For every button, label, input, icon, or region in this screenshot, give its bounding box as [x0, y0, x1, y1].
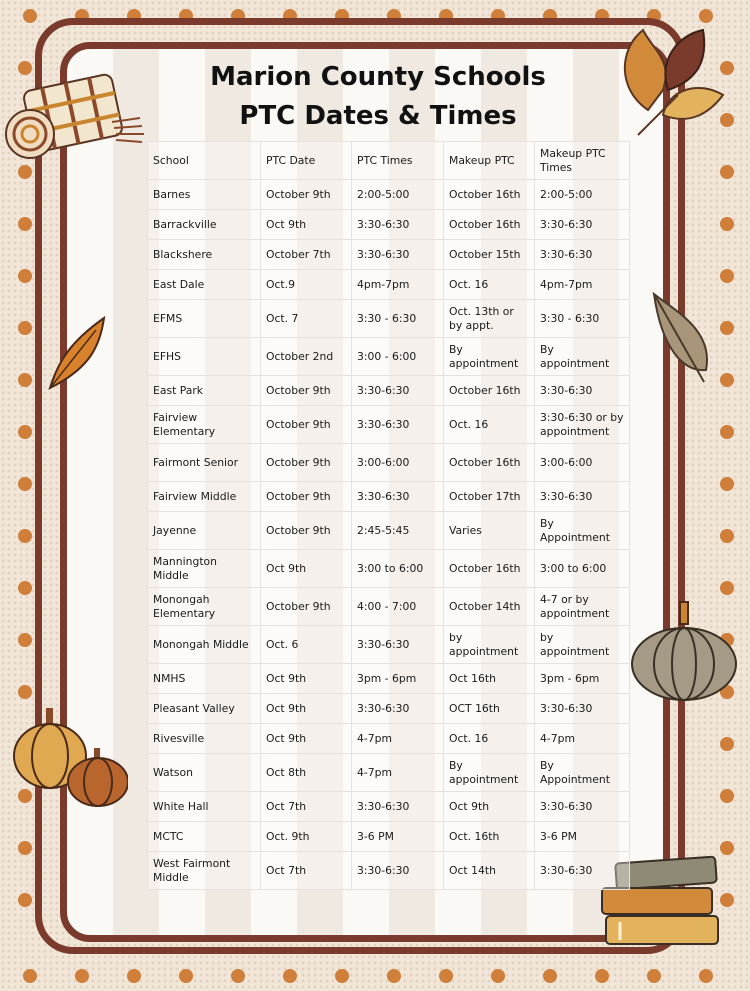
edge-dot [18, 529, 32, 543]
header-ptc-times: PTC Times [352, 142, 444, 180]
cell-makeup-ptc: October 17th [444, 482, 535, 512]
table-row [148, 180, 630, 210]
edge-dot [720, 737, 734, 751]
edge-dot [179, 969, 193, 983]
cell-makeup-ptc-times: 3:30-6:30 [535, 210, 630, 240]
cell-school: Monongah Middle [148, 626, 261, 664]
cell-school: MCTC [148, 822, 261, 852]
cell-ptc-date: October 9th [261, 180, 352, 210]
edge-dot [18, 269, 32, 283]
table-header-row [148, 142, 630, 180]
cell-makeup-ptc: October 16th [444, 210, 535, 240]
edge-dot [18, 477, 32, 491]
cell-makeup-ptc: OCT 16th [444, 694, 535, 724]
cell-ptc-times: 4-7pm [352, 754, 444, 792]
cell-ptc-date: October 9th [261, 588, 352, 626]
table-row [148, 376, 630, 406]
cell-ptc-date: Oct. 6 [261, 626, 352, 664]
cell-makeup-ptc: Oct. 16 [444, 270, 535, 300]
header-makeup-ptc: Makeup PTC [444, 142, 535, 180]
cell-makeup-ptc: October 16th [444, 444, 535, 482]
cell-school: Fairmont Senior [148, 444, 261, 482]
cell-ptc-date: Oct 7th [261, 792, 352, 822]
edge-dot [720, 373, 734, 387]
pumpkins-icon [8, 704, 128, 808]
cell-ptc-times: 3:30-6:30 [352, 852, 444, 890]
table-row [148, 338, 630, 376]
edge-dot [23, 969, 37, 983]
cell-ptc-date: Oct. 9th [261, 822, 352, 852]
title-line-1: Marion County Schools [210, 62, 546, 92]
cell-ptc-times: 3:30-6:30 [352, 694, 444, 724]
title-line-2: PTC Dates & Times [239, 101, 517, 131]
cell-makeup-ptc-times: By appointment [535, 338, 630, 376]
edge-dot [18, 425, 32, 439]
cell-school: West Fairmont Middle [148, 852, 261, 890]
edge-dot [543, 969, 557, 983]
edge-dot [720, 425, 734, 439]
cell-school: Monongah Elementary [148, 588, 261, 626]
cell-makeup-ptc-times: 4-7 or by appointment [535, 588, 630, 626]
edge-dot [283, 969, 297, 983]
cell-makeup-ptc: October 14th [444, 588, 535, 626]
edge-dot [231, 969, 245, 983]
table-row [148, 406, 630, 444]
cell-makeup-ptc-times: By Appointment [535, 754, 630, 792]
table-row [148, 852, 630, 890]
edge-dot [23, 9, 37, 23]
page-title [60, 58, 696, 136]
oak-leaf-icon [40, 312, 112, 396]
cell-makeup-ptc-times: 3:30 - 6:30 [535, 300, 630, 338]
cell-ptc-times: 3:30 - 6:30 [352, 300, 444, 338]
cell-ptc-date: Oct 9th [261, 664, 352, 694]
table-row [148, 300, 630, 338]
cell-school: White Hall [148, 792, 261, 822]
edge-dot [18, 685, 32, 699]
cell-makeup-ptc-times: 3:30-6:30 [535, 694, 630, 724]
cell-makeup-ptc: By appointment [444, 754, 535, 792]
table-row [148, 724, 630, 754]
header-ptc-date: PTC Date [261, 142, 352, 180]
edge-dot [18, 581, 32, 595]
cell-school: Watson [148, 754, 261, 792]
cell-makeup-ptc: October 16th [444, 180, 535, 210]
edge-dot [18, 893, 32, 907]
cell-school: Pleasant Valley [148, 694, 261, 724]
cell-makeup-ptc: October 15th [444, 240, 535, 270]
edge-dot [491, 969, 505, 983]
cell-ptc-date: October 9th [261, 512, 352, 550]
cell-makeup-ptc: Oct 16th [444, 664, 535, 694]
edge-dot [720, 269, 734, 283]
table-row [148, 444, 630, 482]
edge-dot [699, 969, 713, 983]
table-row [148, 754, 630, 792]
cell-ptc-times: 4pm-7pm [352, 270, 444, 300]
cell-makeup-ptc: Oct. 16th [444, 822, 535, 852]
cell-makeup-ptc-times: 2:00-5:00 [535, 180, 630, 210]
edge-dot [18, 373, 32, 387]
cell-makeup-ptc: Oct 9th [444, 792, 535, 822]
cell-ptc-times: 3:30-6:30 [352, 792, 444, 822]
cell-ptc-date: October 9th [261, 482, 352, 512]
cell-school: Fairview Middle [148, 482, 261, 512]
edge-dot [75, 969, 89, 983]
cell-ptc-times: 3:30-6:30 [352, 376, 444, 406]
cell-school: EFMS [148, 300, 261, 338]
edge-dot [720, 529, 734, 543]
cell-ptc-times: 4-7pm [352, 724, 444, 754]
edge-dot [127, 969, 141, 983]
header-makeup-ptc-times: Makeup PTC Times [535, 142, 630, 180]
cell-school: Blackshere [148, 240, 261, 270]
cell-makeup-ptc-times: 3:30-6:30 [535, 852, 630, 890]
cell-school: Barnes [148, 180, 261, 210]
edge-dot [335, 969, 349, 983]
cell-school: Fairview Elementary [148, 406, 261, 444]
cell-makeup-ptc-times: By Appointment [535, 512, 630, 550]
cell-school: Rivesville [148, 724, 261, 754]
cell-makeup-ptc: Oct 14th [444, 852, 535, 890]
table-row [148, 512, 630, 550]
cell-makeup-ptc: Oct. 16 [444, 406, 535, 444]
cell-school: EFHS [148, 338, 261, 376]
cell-makeup-ptc-times: 3:30-6:30 [535, 240, 630, 270]
cell-makeup-ptc-times: 3:30-6:30 [535, 482, 630, 512]
cell-makeup-ptc: October 16th [444, 376, 535, 406]
cell-ptc-times: 3:30-6:30 [352, 240, 444, 270]
cell-makeup-ptc: by appointment [444, 626, 535, 664]
cell-makeup-ptc-times: 4-7pm [535, 724, 630, 754]
cell-ptc-date: Oct 7th [261, 852, 352, 890]
cell-ptc-date: Oct 8th [261, 754, 352, 792]
table-row [148, 588, 630, 626]
cell-ptc-date: October 2nd [261, 338, 352, 376]
edge-dot [18, 217, 32, 231]
cell-ptc-times: 3:30-6:30 [352, 626, 444, 664]
edge-dot [439, 969, 453, 983]
cell-ptc-date: October 7th [261, 240, 352, 270]
edge-dot [595, 969, 609, 983]
cell-ptc-date: October 9th [261, 376, 352, 406]
table-row [148, 210, 630, 240]
cell-makeup-ptc-times: 3:00 to 6:00 [535, 550, 630, 588]
cell-ptc-times: 3:30-6:30 [352, 482, 444, 512]
edge-dot [720, 789, 734, 803]
cell-ptc-date: Oct. 7 [261, 300, 352, 338]
cell-makeup-ptc-times: 3-6 PM [535, 822, 630, 852]
edge-dot [18, 841, 32, 855]
edge-dot [18, 321, 32, 335]
cell-makeup-ptc: Oct. 16 [444, 724, 535, 754]
cell-ptc-date: Oct 9th [261, 724, 352, 754]
edge-dot [720, 217, 734, 231]
cell-school: Mannington Middle [148, 550, 261, 588]
cell-ptc-times: 3:30-6:30 [352, 210, 444, 240]
edge-dot [720, 165, 734, 179]
edge-dot [647, 969, 661, 983]
cell-makeup-ptc-times: by appointment [535, 626, 630, 664]
cell-ptc-times: 3-6 PM [352, 822, 444, 852]
cell-ptc-date: Oct 9th [261, 694, 352, 724]
cell-school: NMHS [148, 664, 261, 694]
pumpkin-icon [628, 598, 744, 704]
cell-ptc-date: October 9th [261, 444, 352, 482]
cell-ptc-times: 3:00 - 6:00 [352, 338, 444, 376]
table-row [148, 550, 630, 588]
cell-ptc-times: 2:45-5:45 [352, 512, 444, 550]
cell-school: East Dale [148, 270, 261, 300]
cell-school: Jayenne [148, 512, 261, 550]
table-row [148, 270, 630, 300]
cell-ptc-date: Oct.9 [261, 270, 352, 300]
cell-ptc-times: 3:00-6:00 [352, 444, 444, 482]
edge-dot [387, 969, 401, 983]
cell-ptc-times: 4:00 - 7:00 [352, 588, 444, 626]
cell-school: East Park [148, 376, 261, 406]
cell-ptc-times: 3:00 to 6:00 [352, 550, 444, 588]
cell-makeup-ptc: By appointment [444, 338, 535, 376]
cell-ptc-times: 3pm - 6pm [352, 664, 444, 694]
table-row [148, 626, 630, 664]
ptc-schedule-table [147, 141, 630, 890]
edge-dot [720, 841, 734, 855]
cell-makeup-ptc-times: 3:00-6:00 [535, 444, 630, 482]
table-row [148, 792, 630, 822]
cell-makeup-ptc: Varies [444, 512, 535, 550]
edge-dot [720, 477, 734, 491]
cell-makeup-ptc-times: 3:30-6:30 [535, 792, 630, 822]
table-row [148, 822, 630, 852]
cell-ptc-date: October 9th [261, 406, 352, 444]
edge-dot [18, 633, 32, 647]
cell-makeup-ptc-times: 3pm - 6pm [535, 664, 630, 694]
table-row [148, 664, 630, 694]
cell-ptc-date: Oct 9th [261, 550, 352, 588]
table-row [148, 694, 630, 724]
cell-makeup-ptc: October 16th [444, 550, 535, 588]
header-school: School [148, 142, 261, 180]
cell-makeup-ptc-times: 3:30-6:30 or by appointment [535, 406, 630, 444]
table-row [148, 482, 630, 512]
dried-leaf-icon [644, 290, 716, 386]
cell-makeup-ptc-times: 3:30-6:30 [535, 376, 630, 406]
cell-ptc-date: Oct 9th [261, 210, 352, 240]
cell-school: Barrackville [148, 210, 261, 240]
edge-dot [720, 321, 734, 335]
table-row [148, 240, 630, 270]
cell-ptc-times: 3:30-6:30 [352, 406, 444, 444]
cell-makeup-ptc-times: 4pm-7pm [535, 270, 630, 300]
cell-ptc-times: 2:00-5:00 [352, 180, 444, 210]
edge-dot [720, 581, 734, 595]
cell-makeup-ptc: Oct. 13th or by appt. [444, 300, 535, 338]
